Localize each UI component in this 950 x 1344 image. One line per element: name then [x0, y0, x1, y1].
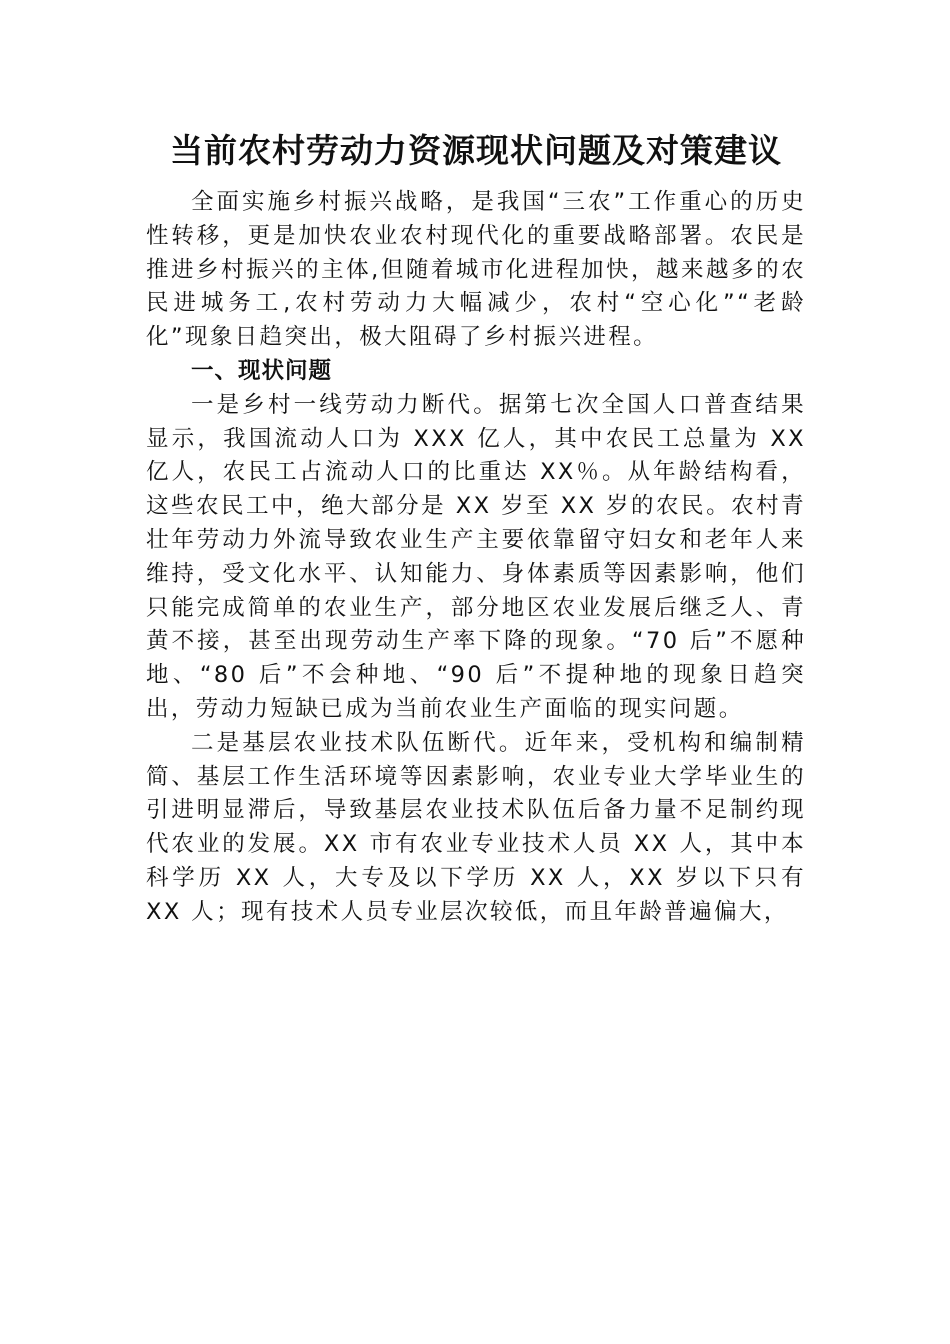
- intro-paragraph: 全面实施乡村振兴战略，是我国“三农”工作重心的历史性转移，更是加快农业农村现代化的重要战略部署。农民是推进乡村振兴的主体,但随着城市化进程加快，越来越多的农民进城务工,农村劳动力大幅减少，农村“空心化”“老龄化”现象日趋突出，极大阻碍了乡村振兴进程。: [146, 189, 806, 351]
- paragraph-tech-team-gap: 二是基层农业技术队伍断代。近年来，受机构和编制精简、基层工作生活环境等因素影响，农业专业大学毕业生的引进明显滞后，导致基层农业技术队伍后备力量不足制约现代农业的发展。XX 市有农业专业技术人员 XX 人，其中本科学历 XX 人，大专及以下学历 XX 人，XX 岁以下只有 XX 人；现有技术人员专业层次较低，而且年龄普遍偏大，: [146, 729, 806, 925]
- document-title: 当前农村劳动力资源现状问题及对策建议: [170, 131, 782, 170]
- document-body: [146, 128, 806, 930]
- section-heading-status: 一、现状问题: [191, 357, 333, 384]
- paragraph-labor-gap: 一是乡村一线劳动力断代。据第七次全国人口普查结果显示，我国流动人口为 XXX 亿人，其中农民工总量为 XX 亿人，农民工占流动人口的比重达 XX％。从年龄结构看，这些农民工中，绝大部分是 XX 岁至 XX 岁的农民。农村青壮年劳动力外流导致农业生产主要依靠留守妇女和老年人来维持，受文化水平、认知能力、身体素质等因素影响，他们只能完成简单的农业生产，部分地区农业发展后继乏人、青黄不接，甚至出现劳动生产率下降的现象。“70 后”不愿种地、“80 后”不会种地、“90 后”不提种地的现象日趋突出，劳动力短缺已成为当前农业生产面临的现实问题。: [146, 391, 806, 722]
